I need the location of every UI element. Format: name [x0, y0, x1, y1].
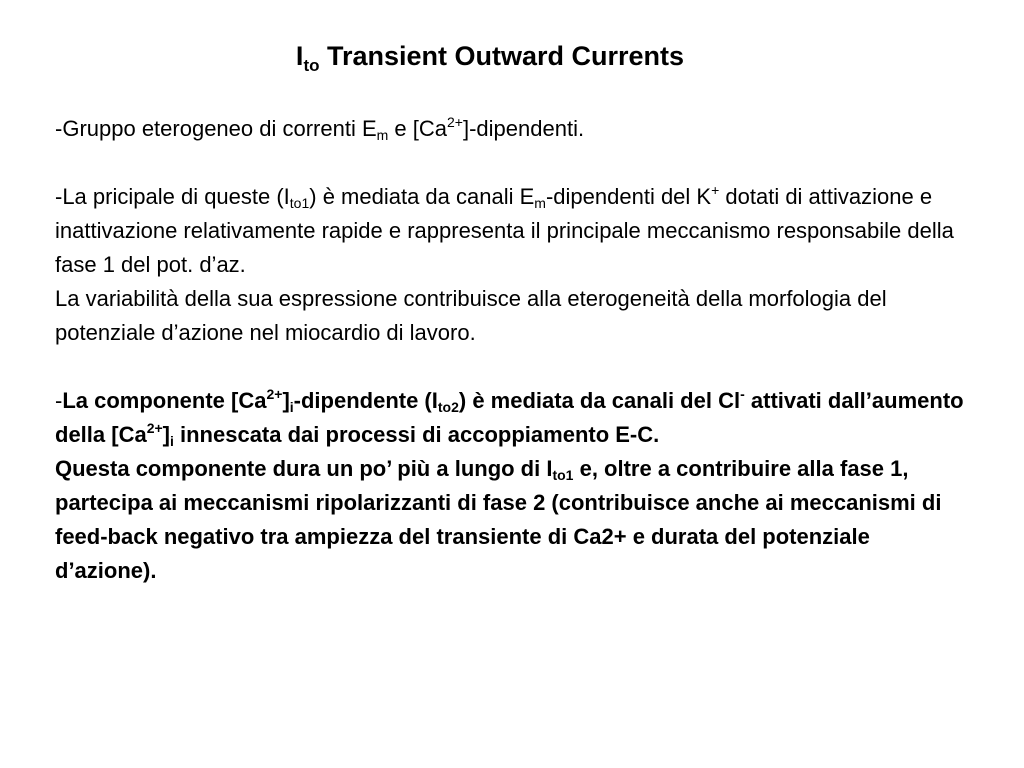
- p5-text-b: e, oltre a contribuire alla fase 1, partecipa ai meccanismi ripolarizzanti di fase 2 (contribuisce anche ai meccanismi di feed-back negativo tra ampiezza del transiente di Ca2+ e durata del potenziale d’azione).: [55, 456, 942, 583]
- p1-sub-m: m: [376, 127, 389, 143]
- p4-text-g: innescata dai processi di accoppiamento E-C.: [173, 422, 660, 447]
- p2-sup-plus: +: [711, 182, 720, 198]
- paragraph-5: [55, 452, 975, 588]
- p4-sub-to2: to2: [437, 399, 459, 415]
- p4-dash: -: [55, 388, 63, 413]
- p5-sub-to1: to1: [552, 467, 574, 483]
- p4-text-d: ) è mediata da canali del Cl: [458, 388, 741, 413]
- p1-text-a: -Gruppo eterogeneo di correnti E: [55, 116, 377, 141]
- title-text: Transient Outward Currents: [319, 41, 685, 71]
- p2-text-b: ) è mediata da canali E: [309, 184, 535, 209]
- p3-text: La variabilità della sua espressione contribuisce alla eterogeneità della morfologia del potenziale d’azione nel miocardio di lavoro.: [55, 286, 887, 345]
- p4-text-a: La componente [Ca: [62, 388, 267, 413]
- p4-sub-i2: i: [170, 433, 174, 449]
- p4-text-f: ]: [162, 422, 170, 447]
- p2-text-c: -dipendenti del K: [545, 184, 712, 209]
- title-current-subscript: to: [303, 56, 320, 75]
- p2-sub-to1: to1: [289, 195, 310, 211]
- slide-title: [0, 36, 980, 86]
- p4-text-b: ]: [282, 388, 290, 413]
- p4-text-e: attivati dall’aumento della [Ca: [55, 388, 964, 447]
- p1-text-b: e [Ca: [388, 116, 448, 141]
- p4-sub-i1: i: [289, 399, 294, 415]
- paragraph-4: [55, 384, 975, 452]
- p1-text-c: ]-dipendenti.: [462, 116, 585, 141]
- p4-sup-1: 2+: [266, 386, 283, 402]
- p2-text-a: -La pricipale di queste (I: [55, 184, 290, 209]
- title-current-symbol: I: [295, 41, 304, 71]
- paragraph-1: [55, 112, 975, 146]
- paragraph-3: [55, 282, 975, 350]
- p4-text-c: -dipendente (I: [293, 388, 438, 413]
- p1-sup: 2+: [447, 114, 463, 130]
- p4-sup-3: 2+: [146, 420, 163, 436]
- paragraph-2: [55, 180, 975, 282]
- slide-body: [55, 112, 975, 588]
- p4-sup-minus: -: [740, 386, 745, 402]
- p5-text-a: Questa componente dura un po’ più a lungo di I: [55, 456, 553, 481]
- p2-text-d: dotati di attivazione e inattivazione relativamente rapide e rappresenta il principale meccanismo responsabile della fase 1 del pot. d’az.: [55, 184, 954, 277]
- p2-sub-m: m: [534, 195, 546, 211]
